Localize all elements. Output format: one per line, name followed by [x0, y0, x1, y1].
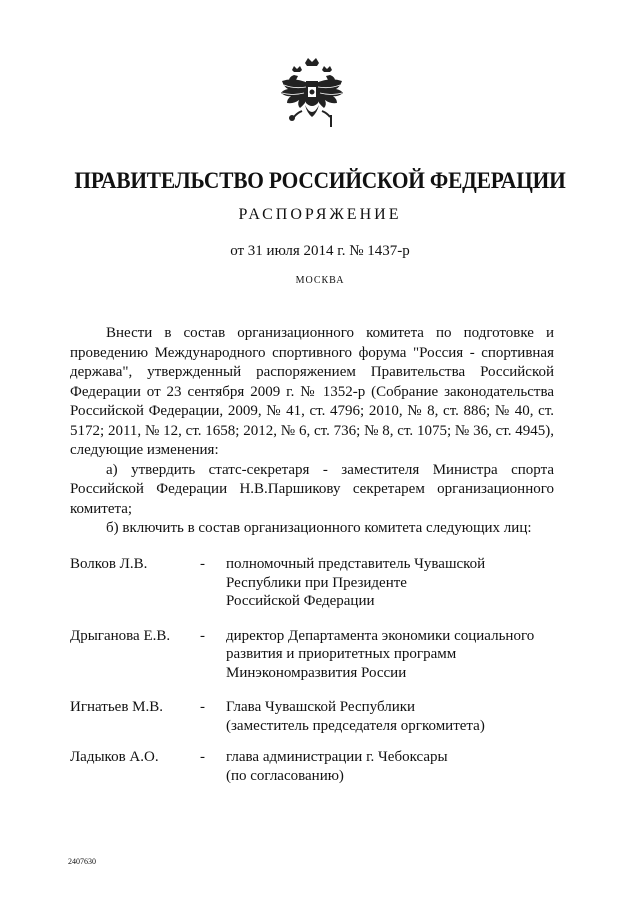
item-a-paragraph: а) утвердить статс-секретаря - заместителя Министра спорта Российской Федерации Н.В.Паршикову секретарем организационного комитета; — [70, 461, 554, 517]
person-entry — [70, 748, 570, 785]
document-type: РАСПОРЯЖЕНИЕ — [238, 206, 402, 223]
footer-code: 2407630 — [68, 857, 96, 866]
document-city: МОСКВА — [295, 275, 345, 286]
person-name: Дрыганова Е.В. — [70, 627, 171, 644]
role-line: Республики при Президенте — [226, 574, 407, 591]
person-name: Волков Л.В. — [70, 556, 148, 572]
person-dash: - — [200, 749, 205, 765]
role-line: директор Департамента экономики социального — [226, 627, 535, 644]
state-emblem — [272, 53, 352, 148]
role-line: полномочный представитель Чувашской — [226, 556, 486, 572]
person-entry — [70, 627, 570, 683]
role-line: глава администрации г. Чебоксары — [226, 749, 448, 765]
document-body — [70, 324, 554, 539]
person-name: Ладыков А.О. — [70, 749, 159, 765]
person-name: Игнатьев М.В. — [70, 699, 164, 715]
person-entry — [70, 698, 570, 735]
role-line: (по согласованию) — [226, 767, 344, 784]
person-role — [226, 698, 556, 735]
person-role — [226, 627, 556, 683]
person-role — [226, 748, 556, 785]
role-line: Глава Чувашской Республики — [226, 699, 416, 715]
person-entry — [70, 555, 570, 611]
person-dash: - — [200, 556, 205, 572]
role-line: Российской Федерации — [226, 593, 375, 609]
government-title: ПРАВИТЕЛЬСТВО РОССИЙСКОЙ ФЕДЕРАЦИИ — [74, 168, 566, 193]
persons-list — [70, 555, 570, 785]
person-dash: - — [200, 627, 205, 644]
role-line: (заместитель председателя оргкомитета) — [226, 717, 485, 734]
person-role — [226, 555, 556, 611]
role-line: развития и приоритетных программ — [226, 646, 457, 662]
item-b-paragraph: б) включить в состав организационного комитета следующих лиц: — [106, 520, 532, 536]
intro-paragraph: Внести в состав организационного комитета по подготовке и проведению Международного спортивного форума "Россия - спортивная держава", утвержденный распоряжением Правительства Российской Федерации от 23 сентября 2009 г. № 1352-р (Собрание законодательства Российской Федерации, 2009, № 41, ст. 4796; 2010, № 8, ст. 886; № 40, ст. 5172; 2011, № 12, ст. 1658; 2012, № 6, ст. 736; № 8, ст. 1075; № 36, ст. 4945), следующие изменения: — [70, 325, 554, 458]
role-line: Минэкономразвития России — [226, 664, 407, 681]
document-date-number: от 31 июля 2014 г. № 1437-р — [230, 243, 410, 259]
person-dash: - — [200, 699, 205, 715]
double-headed-eagle-icon — [272, 53, 352, 148]
